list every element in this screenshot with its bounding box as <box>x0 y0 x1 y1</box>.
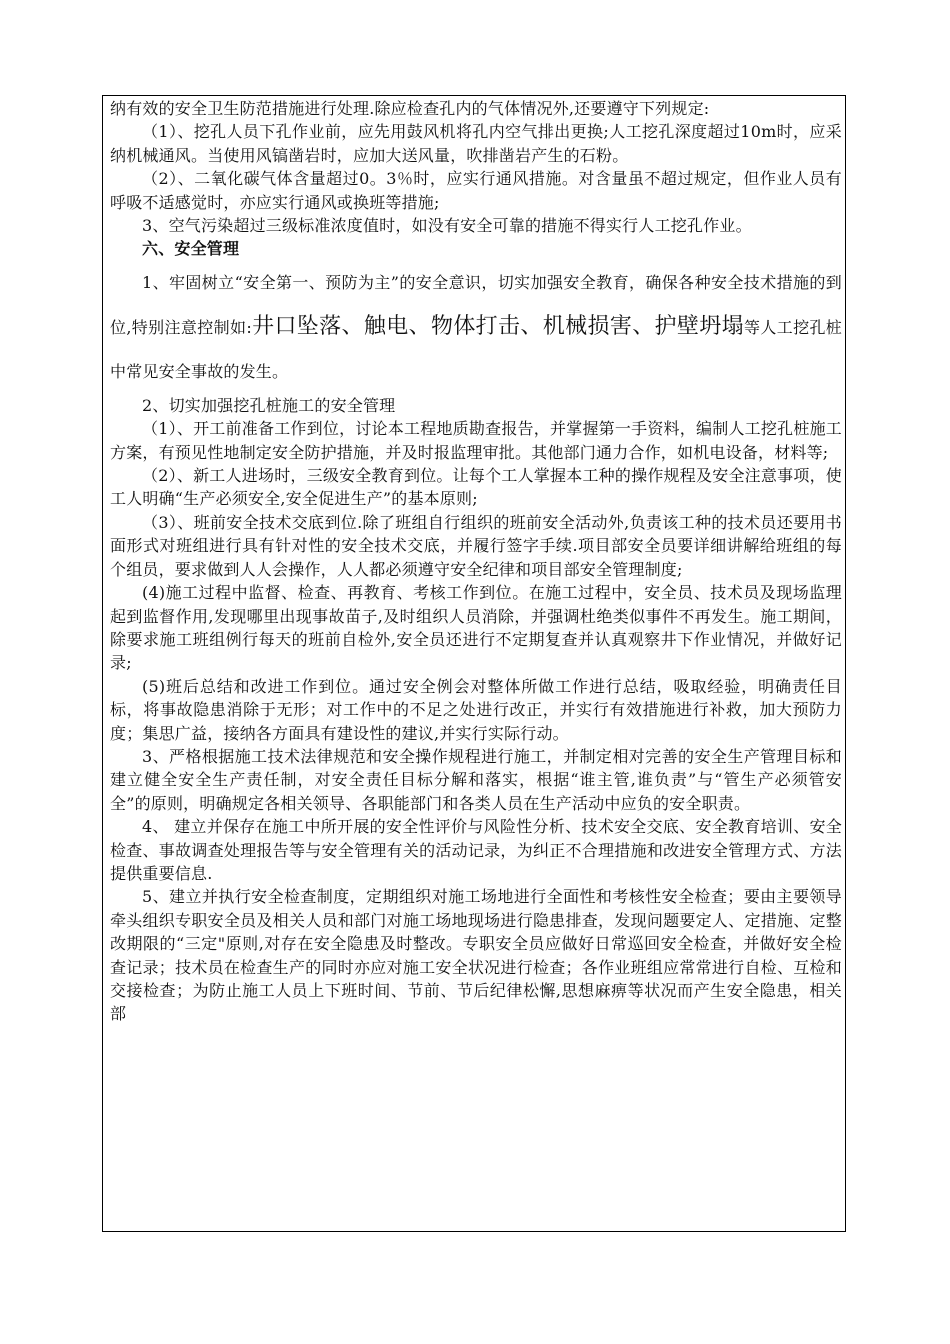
paragraph-pre-shift: （3）、班前安全技术交底到位.除了班组自行组织的班前安全活动外,负责该工种的技术员还要用书面形式对班组进行具有针对性的安全技术交底，并履行签字手续.项目部安全员要详细讲解给班组的每个组员，要求做到人人会操作，人人都必须遵守安全纪律和项目部安全管理制度; <box>110 512 842 579</box>
section-heading: 六、安全管理 <box>142 239 240 259</box>
paragraph-safety-awareness <box>110 261 842 394</box>
paragraph-ventilation-1: （1）、挖孔人员下孔作业前，应先用鼓风机将孔内空气排出更换;人工挖孔深度超过10m时，应采纳机械通风。当使用风镐凿岩时，应加大送风量，吹排凿岩产生的石粉。 <box>110 122 842 165</box>
paragraph-records: 4、 建立并保存在施工中所开展的安全性评价与风险性分析、技术安全交底、安全教育培训、安全检查、事故调查处理报告等与安全管理有关的活动记录，为纠正不合理措施和改进安全管理方式、方法提供重要信息. <box>110 817 842 883</box>
paragraph-supervision: (4)施工过程中监督、检查、再教育、考核工作到位。在施工过程中，安全员、技术员及现场监理起到监督作用,发现哪里出现事故苗子,及时组织人员消除，并强调杜绝类似事件不再发生。施工期间，除要求施工班组例行每天的班前自检外,安全员还进行不定期复查并认真观察井下作业情况，并做好记录; <box>110 583 842 673</box>
paragraph-regulations: 3、严格根据施工技术法律规范和安全操作规程进行施工，并制定相对完善的安全生产管理目标和建立健全安全生产责任制，对安全责任目标分解和落实，根据“谁主管,谁负责”与“管生产必须管安全”的原则，明确规定各相关领导、各职能部门和各类人员在生产活动中应负的安全职责。 <box>110 746 842 813</box>
paragraph-strengthen: 2、切实加强挖孔桩施工的安全管理 <box>142 395 396 415</box>
paragraph-ventilation-2: （2）、二氧化碳气体含量超过0。3％时，应实行通风措施。对含量虽不超过规定，但作业人员有呼吸不适感觉时，亦应实行通风或换班等措施; <box>110 169 842 212</box>
paragraph-post-shift: (5)班后总结和改进工作到位。通过安全例会对整体所做工作进行总结，吸取经验，明确责任目标，将事故隐患消除于无形；对工作中的不足之处进行改正，并实行有效措施进行补救，加大预防力度；集思广益，接纳各方面具有建设性的建议,并实行实际行动。 <box>110 676 842 743</box>
awareness-text-end: 等人工挖孔桩中常见安全事故的发生。 <box>110 317 842 381</box>
paragraph-air-pollution: 3、空气污染超过三级标准浓度值时，如没有安全可靠的措施不得实行人工挖孔作业。 <box>142 216 752 236</box>
document-body <box>110 97 842 1026</box>
paragraph-inspection: 5、建立并执行安全检查制度，定期组织对施工场地进行全面性和考核性安全检查；要由主要领导牵头组织专职安全员及相关人员和部门对施工场地现场进行隐患排查，发现问题要定人、定措施、定整改期限的“三定"原则,对存在安全隐患及时整改。专职安全员应做好日常巡回安全检查，并做好安全检查记录；技术员在检查生产的同时亦应对施工安全状况进行检查；各作业班组应常常进行自检、互检和交接检查；为防止施工人员上下班时间、节前、节后纪律松懈,思想麻痹等状况而产生安全隐患，相关部 <box>110 887 842 1024</box>
highlight-accidents: 井口坠落、触电、物体打击、机械损害、护壁坍塌 <box>251 313 744 339</box>
paragraph-preparation: （1）、开工前准备工作到位，讨论本工程地质勘查报告，并掌握第一手资料，编制人工挖孔桩施工方案，有预见性地制定安全防护措施，并及时报监理审批。其他部门通力合作，如机电设备，材料等; <box>110 419 842 462</box>
paragraph-continued: 纳有效的安全卫生防范措施进行处理.除应检查孔内的气体情况外,还要遵守下列规定: <box>110 99 710 118</box>
paragraph-new-workers: （2）、新工人进场时，三级安全教育到位。让每个工人掌握本工种的操作规程及安全注意事项，使工人明确“生产必须安全,安全促进生产”的基本原则; <box>110 466 842 509</box>
awareness-text: 1、牢固树立“安全第一、预防为主”的安全意识，切实加强安全教育，确保各种安全技术措施的到位,特别注意控制如: <box>110 272 842 337</box>
